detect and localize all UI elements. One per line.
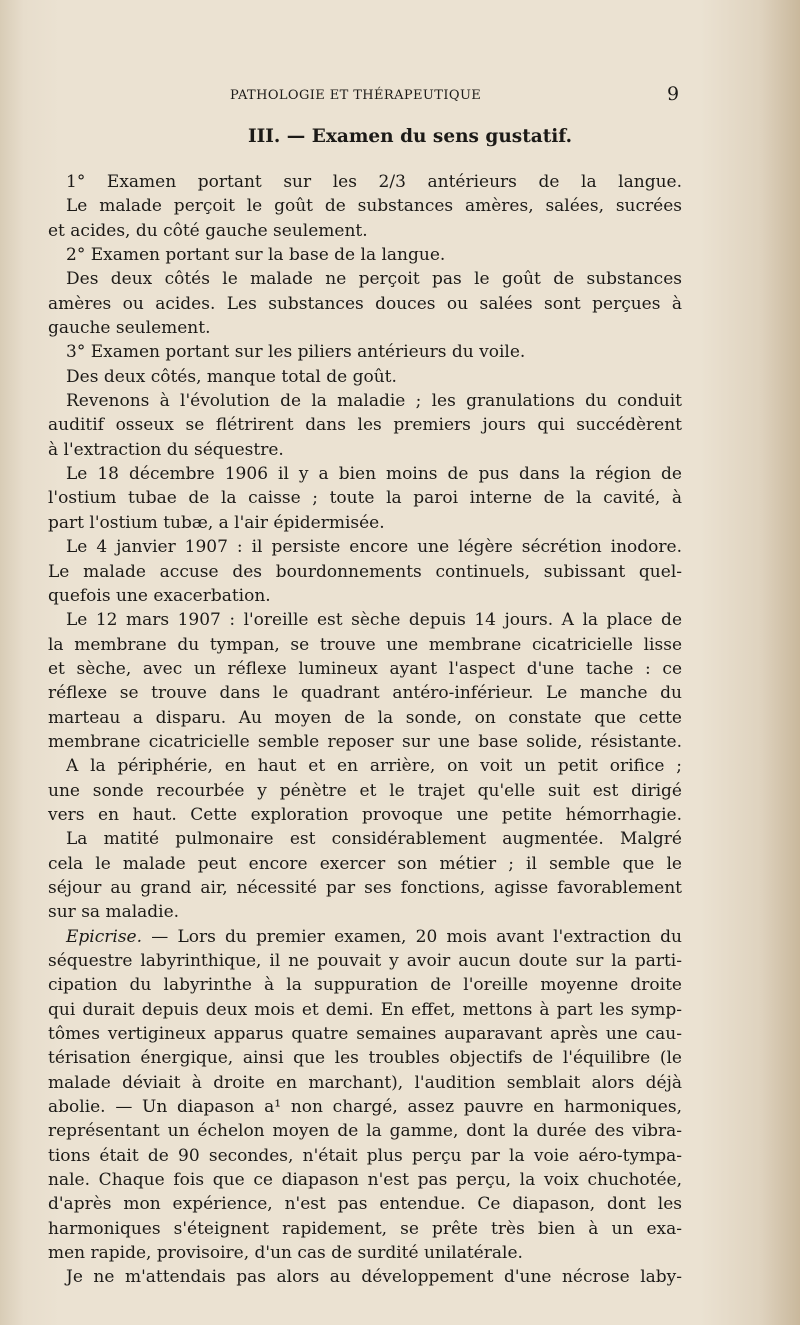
text-line: quefois une exacerbation. <box>48 585 271 606</box>
text-line <box>48 925 682 949</box>
text-line: Le malade perçoit le goût de substances amères, salées, sucrées <box>66 196 682 217</box>
text-line: Le 4 janvier 1907 : il persiste encore une légère sécrétion inodore. <box>66 537 682 558</box>
text-line: Le 12 mars 1907 : l'oreille est sèche depuis 14 jours. A la place de <box>66 610 682 631</box>
text-line: Revenons à l'évolution de la maladie ; les granulations du conduit <box>66 391 682 412</box>
epicrise-text: — Lors du premier examen, 20 mois avant l'extraction du <box>151 926 682 947</box>
text-line: Des deux côtés, manque total de goût. <box>66 366 397 387</box>
text-line: amères ou acides. Les substances douces ou salées sont perçues à <box>48 293 682 314</box>
text-line: la membrane du tympan, se trouve une membrane cicatricielle lisse <box>48 634 682 655</box>
text-line: auditif osseux se flétrirent dans les premiers jours qui succédèrent <box>48 415 682 436</box>
text-line: harmoniques s'éteignent rapidement, se prête très bien à un exa- <box>48 1218 682 1239</box>
text-line: Le 18 décembre 1906 il y a bien moins de pus dans la région de <box>66 464 682 485</box>
text-line: à l'extraction du séquestre. <box>48 439 284 460</box>
text-line: séquestre labyrinthique, il ne pouvait y avoir aucun doute sur la parti- <box>48 951 682 971</box>
text-line: une sonde recourbée y pénètre et le trajet qu'elle suit est dirigé <box>48 780 682 801</box>
text-line: tions était de 90 secondes, n'était plus perçu par la voie aéro-tympa- <box>48 1145 682 1166</box>
text-line: qui durait depuis deux mois et demi. En effet, mettons à part les symp- <box>48 999 682 1020</box>
text-line: 3° Examen portant sur les piliers antérieurs du voile. <box>66 342 526 363</box>
text-line: cipation du labyrinthe à la suppuration de l'oreille moyenne droite <box>48 975 682 996</box>
running-title: PATHOLOGIE ET THÉRAPEUTIQUE <box>230 88 482 103</box>
text-line: 2° Examen portant sur la base de la langue. <box>66 245 446 266</box>
text-line: séjour au grand air, nécessité par ses fonctions, agisse favorablement <box>48 877 682 898</box>
section-heading: III. — Examen du sens gustatif. <box>247 126 573 147</box>
text-line: La matité pulmonaire est considérablement augmentée. Malgré <box>66 829 682 850</box>
text-line: et sèche, avec un réflexe lumineux ayant l'aspect d'une tache : ce <box>48 658 682 679</box>
text-line: A la périphérie, en haut et en arrière, on voit un petit orifice ; <box>66 756 682 777</box>
text-line: marteau a disparu. Au moyen de la sonde, on constate que cette <box>48 707 682 728</box>
text-line: d'après mon expérience, n'est pas entendue. Ce diapason, dont les <box>48 1194 682 1215</box>
text-line: abolie. — Un diapason a¹ non chargé, assez pauvre en harmoniques, <box>48 1097 682 1118</box>
text-line: térisation énergique, ainsi que les troubles objectifs de l'équilibre (le <box>48 1048 682 1069</box>
text-line: réflexe se trouve dans le quadrant antéro-inférieur. Le manche du <box>48 683 682 704</box>
text-line: part l'ostium tubæ, a l'air épidermisée. <box>48 512 385 533</box>
text-line: men rapide, provisoire, d'un cas de surdité unilatérale. <box>48 1243 523 1264</box>
text-line: sur sa maladie. <box>48 902 180 923</box>
text-line: Des deux côtés le malade ne perçoit pas le goût de substances <box>66 269 682 290</box>
page-number: 9 <box>667 83 680 105</box>
text-line: Je ne m'attendais pas alors au développement d'une nécrose laby- <box>66 1267 682 1288</box>
running-head <box>0 83 800 112</box>
text-line: gauche seulement. <box>48 318 211 339</box>
text-line: tômes vertigineux apparus quatre semaines auparavant après une cau- <box>48 1024 682 1045</box>
text-line: l'ostium tubae de la caisse ; toute la paroi interne de la cavité, à <box>48 488 682 509</box>
text-line: représentant un échelon moyen de la gamme, dont la durée des vibra- <box>48 1121 682 1142</box>
text-line: 1° Examen portant sur les 2/3 antérieurs de la langue. <box>66 172 682 192</box>
text-line: et acides, du côté gauche seulement. <box>48 220 368 241</box>
text-line: membrane cicatricielle semble reposer sur une base solide, résistante. <box>48 731 682 752</box>
text-line: vers en haut. Cette exploration provoque une petite hémorrhagie. <box>48 804 682 825</box>
text-line: nale. Chaque fois que ce diapason n'est pas perçu, la voix chuchotée, <box>48 1170 682 1191</box>
text-line: Le malade accuse des bourdonnements continuels, subissant quel- <box>48 561 682 582</box>
text-line: cela le malade peut encore exercer son métier ; il semble que le <box>48 853 682 874</box>
text-line: malade déviait à droite en marchant), l'audition semblait alors déjà <box>48 1072 682 1093</box>
epicrise-label: Epicrise. <box>66 926 143 947</box>
body-text <box>48 170 682 1290</box>
